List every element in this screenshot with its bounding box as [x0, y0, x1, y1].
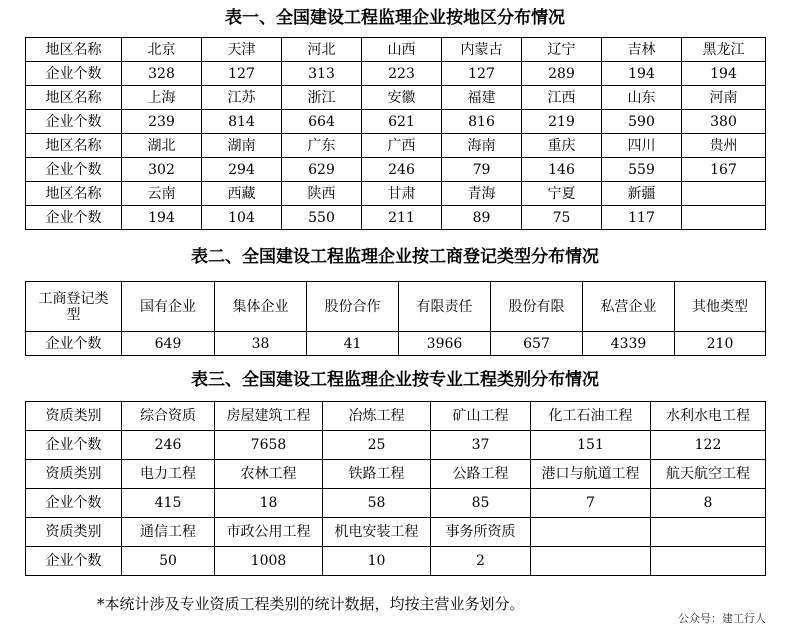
region-cell: 江西	[522, 86, 602, 110]
region-cell: 辽宁	[522, 38, 602, 62]
count-cell: 37	[431, 431, 531, 460]
category-cell: 综合资质	[122, 402, 215, 431]
count-cell: 89	[442, 206, 522, 230]
count-header: 企业个数	[26, 158, 122, 182]
count-cell: 328	[122, 62, 202, 86]
region-cell: 四川	[602, 134, 682, 158]
count-cell: 41	[307, 332, 399, 356]
count-cell: 10	[323, 547, 431, 576]
count-header: 企业个数	[26, 431, 122, 460]
type-header: 工商登记类型	[26, 282, 122, 332]
region-cell: 新疆	[602, 182, 682, 206]
count-cell: 85	[431, 489, 531, 518]
count-cell: 194	[122, 206, 202, 230]
count-cell: 104	[202, 206, 282, 230]
count-header: 企业个数	[26, 547, 122, 576]
type-cell: 股份合作	[307, 282, 399, 332]
region-cell: 江苏	[202, 86, 282, 110]
count-cell: 58	[323, 489, 431, 518]
category-header: 资质类别	[26, 518, 122, 547]
region-cell: 河南	[682, 86, 766, 110]
region-cell: 黑龙江	[682, 38, 766, 62]
count-cell	[651, 547, 766, 576]
count-cell: 246	[362, 158, 442, 182]
watermark: 公众号：建工行人	[678, 612, 766, 625]
region-cell: 广东	[282, 134, 362, 158]
count-cell: 657	[491, 332, 583, 356]
count-cell: 246	[122, 431, 215, 460]
type-cell: 股份有限	[491, 282, 583, 332]
count-header: 企业个数	[26, 332, 122, 356]
category-cell: 房屋建筑工程	[215, 402, 323, 431]
category-header: 资质类别	[26, 460, 122, 489]
category-cell: 电力工程	[122, 460, 215, 489]
category-cell	[651, 518, 766, 547]
category-cell: 矿山工程	[431, 402, 531, 431]
profession-category-table	[25, 401, 766, 576]
region-cell: 陕西	[282, 182, 362, 206]
count-cell: 302	[122, 158, 202, 182]
count-cell: 816	[442, 110, 522, 134]
region-cell: 北京	[122, 38, 202, 62]
count-cell: 2	[431, 547, 531, 576]
count-cell: 127	[442, 62, 522, 86]
category-cell: 通信工程	[122, 518, 215, 547]
region-cell: 海南	[442, 134, 522, 158]
count-header: 企业个数	[26, 206, 122, 230]
table2-title: 表二、全国建设工程监理企业按工商登记类型分布情况	[191, 247, 599, 267]
count-cell: 590	[602, 110, 682, 134]
count-cell: 649	[122, 332, 215, 356]
count-cell	[531, 547, 651, 576]
category-cell: 公路工程	[431, 460, 531, 489]
count-cell: 79	[442, 158, 522, 182]
region-header: 地区名称	[26, 38, 122, 62]
count-cell: 239	[122, 110, 202, 134]
region-cell: 山西	[362, 38, 442, 62]
category-cell: 机电安装工程	[323, 518, 431, 547]
region-cell: 上海	[122, 86, 202, 110]
count-cell: 8	[651, 489, 766, 518]
count-cell: 50	[122, 547, 215, 576]
table3-title: 表三、全国建设工程监理企业按专业工程类别分布情况	[191, 370, 599, 390]
type-cell: 其他类型	[675, 282, 766, 332]
count-cell: 664	[282, 110, 362, 134]
table1-title: 表一、全国建设工程监理企业按地区分布情况	[225, 8, 565, 28]
count-cell: 289	[522, 62, 602, 86]
count-cell	[682, 206, 766, 230]
region-cell: 青海	[442, 182, 522, 206]
category-cell: 事务所资质	[431, 518, 531, 547]
registration-type-table	[25, 281, 766, 356]
count-cell: 621	[362, 110, 442, 134]
region-cell	[682, 182, 766, 206]
region-cell: 贵州	[682, 134, 766, 158]
count-cell: 210	[675, 332, 766, 356]
category-cell	[531, 518, 651, 547]
count-cell: 550	[282, 206, 362, 230]
count-cell: 38	[215, 332, 307, 356]
count-cell: 7658	[215, 431, 323, 460]
type-cell: 私营企业	[583, 282, 675, 332]
category-cell: 市政公用工程	[215, 518, 323, 547]
region-cell: 云南	[122, 182, 202, 206]
count-cell: 167	[682, 158, 766, 182]
region-cell: 山东	[602, 86, 682, 110]
category-cell: 冶炼工程	[323, 402, 431, 431]
region-cell: 湖北	[122, 134, 202, 158]
count-cell: 559	[602, 158, 682, 182]
region-cell: 湖南	[202, 134, 282, 158]
region-cell: 宁夏	[522, 182, 602, 206]
count-cell: 7	[531, 489, 651, 518]
count-cell: 25	[323, 431, 431, 460]
region-distribution-table	[25, 37, 766, 230]
count-cell: 194	[602, 62, 682, 86]
type-cell: 有限责任	[399, 282, 491, 332]
region-cell: 吉林	[602, 38, 682, 62]
count-cell: 211	[362, 206, 442, 230]
region-cell: 河北	[282, 38, 362, 62]
count-cell: 814	[202, 110, 282, 134]
count-cell: 18	[215, 489, 323, 518]
count-cell: 75	[522, 206, 602, 230]
count-cell: 151	[531, 431, 651, 460]
region-header: 地区名称	[26, 182, 122, 206]
count-cell: 146	[522, 158, 602, 182]
region-cell: 福建	[442, 86, 522, 110]
region-header: 地区名称	[26, 134, 122, 158]
region-cell: 安徽	[362, 86, 442, 110]
region-cell: 浙江	[282, 86, 362, 110]
count-header: 企业个数	[26, 489, 122, 518]
count-cell: 313	[282, 62, 362, 86]
count-cell: 415	[122, 489, 215, 518]
category-cell: 化工石油工程	[531, 402, 651, 431]
count-cell: 3966	[399, 332, 491, 356]
count-cell: 219	[522, 110, 602, 134]
category-header: 资质类别	[26, 402, 122, 431]
region-cell: 天津	[202, 38, 282, 62]
region-header: 地区名称	[26, 86, 122, 110]
count-cell: 294	[202, 158, 282, 182]
count-header: 企业个数	[26, 110, 122, 134]
count-cell: 1008	[215, 547, 323, 576]
region-cell: 西藏	[202, 182, 282, 206]
category-cell: 航天航空工程	[651, 460, 766, 489]
category-cell: 农林工程	[215, 460, 323, 489]
count-cell: 194	[682, 62, 766, 86]
region-cell: 甘肃	[362, 182, 442, 206]
region-cell: 广西	[362, 134, 442, 158]
category-cell: 水利水电工程	[651, 402, 766, 431]
category-cell: 铁路工程	[323, 460, 431, 489]
count-cell: 117	[602, 206, 682, 230]
type-cell: 集体企业	[215, 282, 307, 332]
count-cell: 223	[362, 62, 442, 86]
region-cell: 重庆	[522, 134, 602, 158]
category-cell: 港口与航道工程	[531, 460, 651, 489]
count-cell: 380	[682, 110, 766, 134]
type-cell: 国有企业	[122, 282, 215, 332]
count-cell: 4339	[583, 332, 675, 356]
count-header: 企业个数	[26, 62, 122, 86]
count-cell: 127	[202, 62, 282, 86]
footnote: *本统计涉及专业资质工程类别的统计数据，均按主营业务划分。	[97, 595, 525, 613]
region-cell: 内蒙古	[442, 38, 522, 62]
count-cell: 122	[651, 431, 766, 460]
count-cell: 629	[282, 158, 362, 182]
